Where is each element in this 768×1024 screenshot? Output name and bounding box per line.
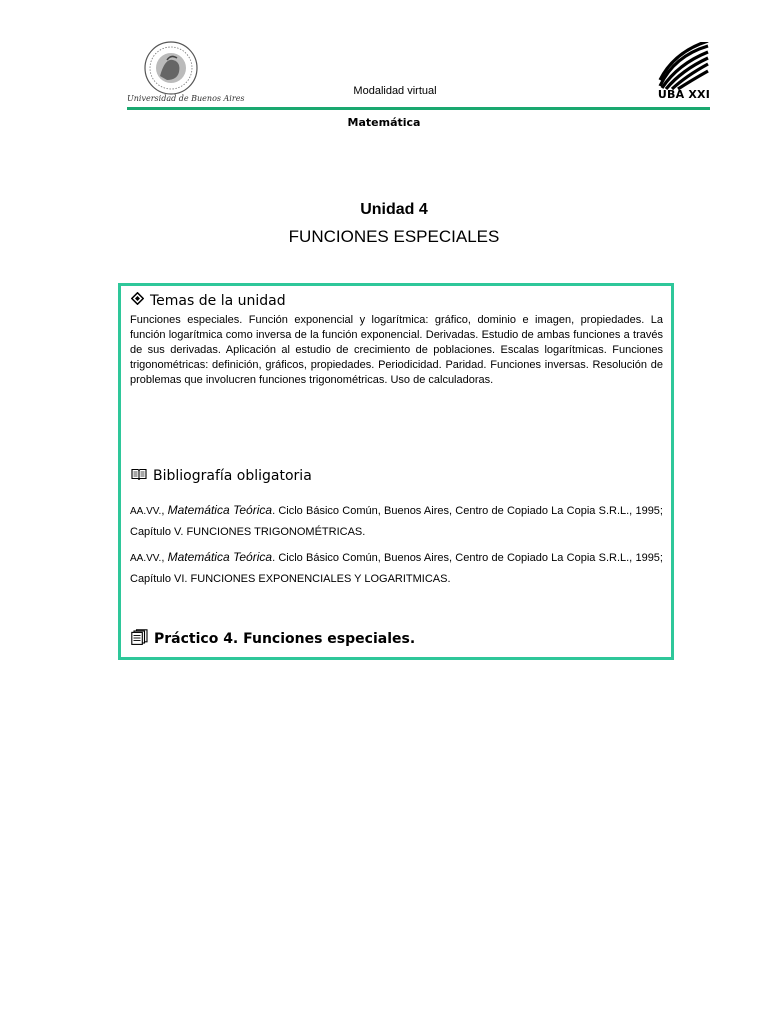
bibliografia-heading-label: Bibliografía obligatoria xyxy=(153,468,312,484)
subject-title: Matemática xyxy=(347,116,421,129)
page-header xyxy=(127,38,710,110)
reference-separator: , xyxy=(161,505,168,517)
university-caption: Universidad de Buenos Aires xyxy=(127,94,245,103)
reference-book-title: Matemática Teórica xyxy=(167,503,273,517)
reference-details: . Ciclo Básico Común, Buenos Aires, Centro de Copiado La Copia S.R.L., 1995; Capítulo VI. FUNCIONES EXPONENCIALES Y LOGARITMICAS. xyxy=(130,552,663,585)
bibliografia-heading xyxy=(131,468,312,484)
open-book-icon xyxy=(131,468,147,484)
practico-heading-label: Práctico 4. Funciones especiales. xyxy=(154,631,416,647)
bibliography-reference xyxy=(130,547,663,590)
bibliography-reference xyxy=(130,500,663,543)
temas-paragraph: Funciones especiales. Función exponencial y logarítmica: gráfico, dominio e imagen, propiedades. La función logarítmica como inversa de la función exponencial. Derivadas. Estudio de ambas funciones a través de sus derivadas. Aplicación al estudio de crecimiento de poblaciones. Escalas logarítmicas. Funciones trigonométricas: definición, gráficos, propiedades. Periodicidad. Paridad. Funciones inversas. Resolución de problemas que involucren funciones trigonométricas. Uso de calculadoras. xyxy=(130,314,663,386)
reference-details: . Ciclo Básico Común, Buenos Aires, Centro de Copiado La Copia S.R.L., 1995; Capítulo V. FUNCIONES TRIGONOMÉTRICAS. xyxy=(130,505,663,538)
practico-heading xyxy=(131,629,415,649)
diamond-icon xyxy=(131,292,144,309)
reference-authors: AA.VV. xyxy=(130,506,162,517)
unit-title: FUNCIONES ESPECIALES xyxy=(288,227,500,246)
temas-heading xyxy=(131,292,286,309)
documents-icon xyxy=(131,629,148,649)
reference-separator: , xyxy=(161,552,168,564)
uba-xxi-brand: UBA XXI xyxy=(657,88,710,101)
temas-heading-label: Temas de la unidad xyxy=(150,292,286,309)
modality-label: Modalidad virtual xyxy=(353,85,437,97)
unit-content-box xyxy=(118,283,674,660)
unit-number: Unidad 4 xyxy=(360,201,428,218)
reference-authors: AA.VV. xyxy=(130,553,162,564)
reference-book-title: Matemática Teórica xyxy=(167,550,273,564)
header-divider xyxy=(127,107,710,110)
